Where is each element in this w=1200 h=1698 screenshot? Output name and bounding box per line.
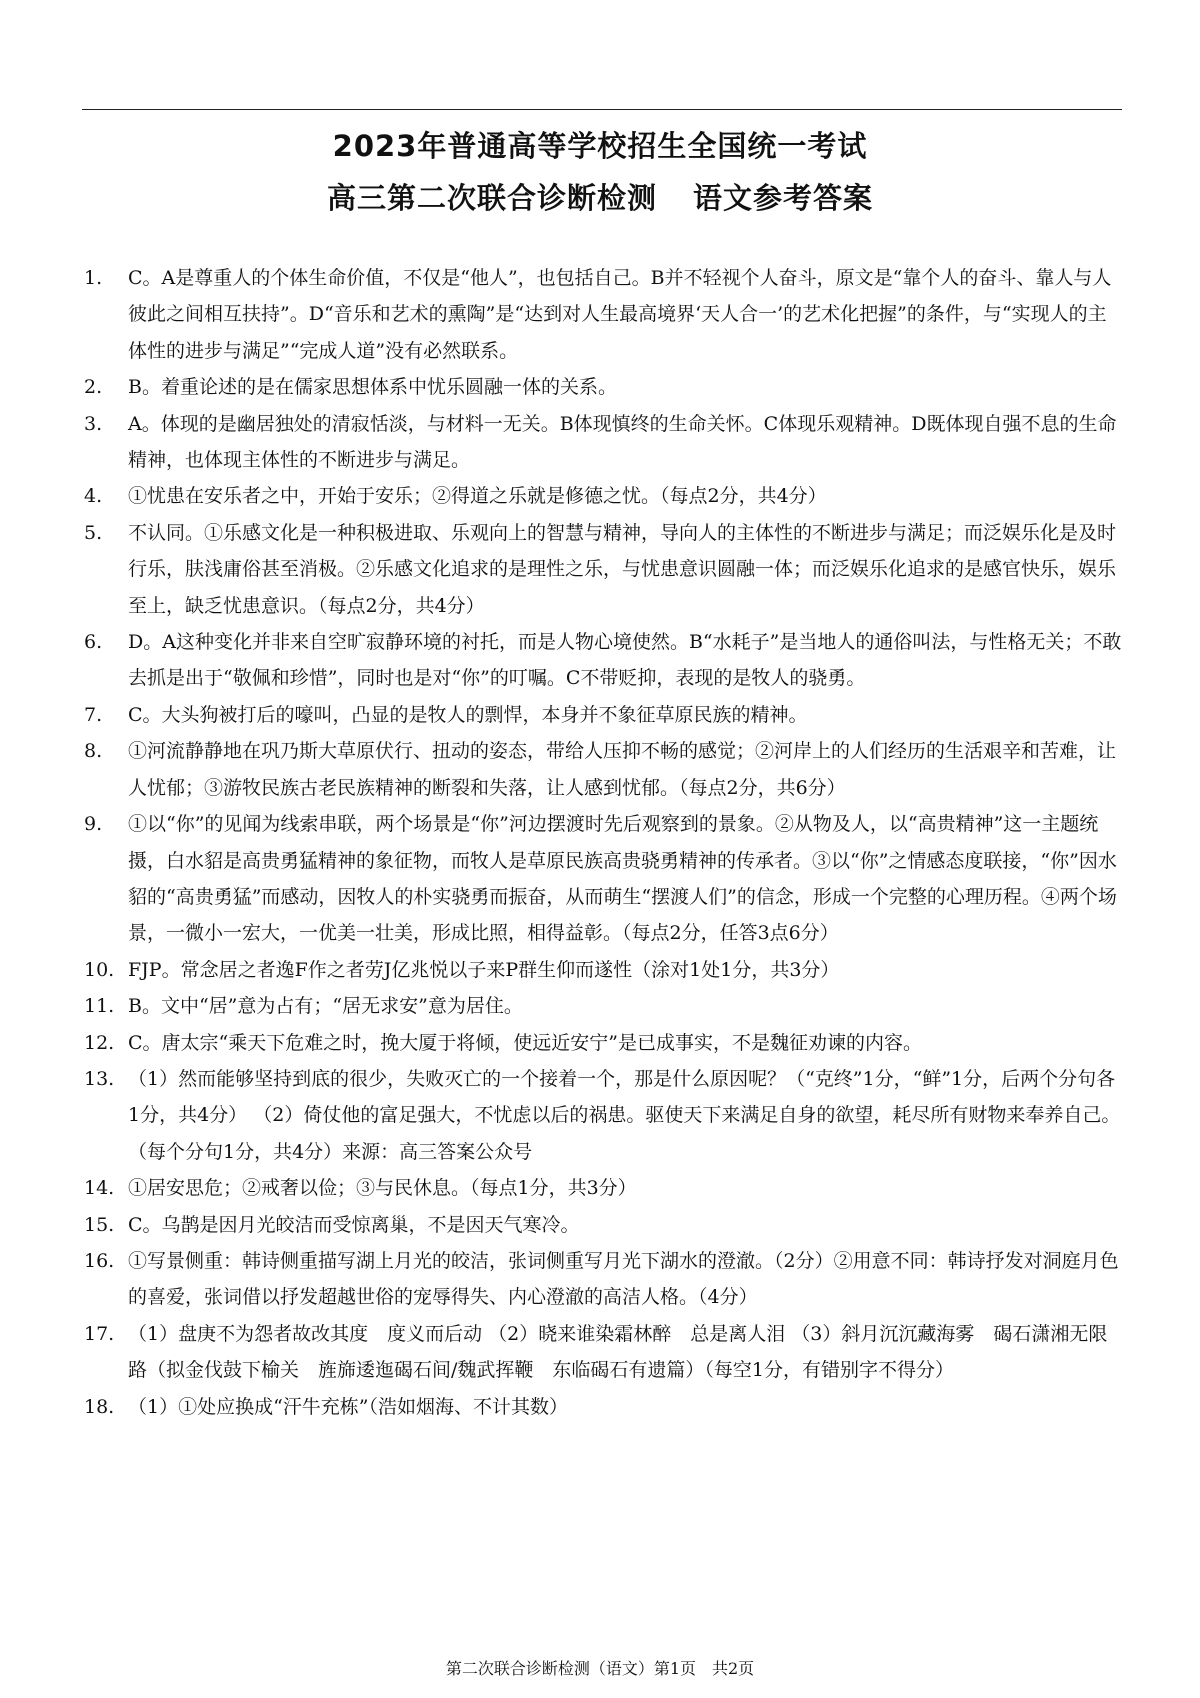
answer-number: 2. bbox=[84, 376, 103, 399]
answer-item bbox=[84, 1207, 1124, 1243]
answer-item bbox=[84, 1243, 1124, 1316]
answer-item bbox=[84, 624, 1124, 697]
answer-number: 7. bbox=[84, 703, 103, 726]
answer-subitems bbox=[128, 1389, 1124, 1425]
answer-number: 13. bbox=[84, 1067, 115, 1090]
answer-item bbox=[84, 1170, 1124, 1206]
page-subtitle bbox=[0, 176, 1200, 217]
answer-number: 12. bbox=[84, 1031, 115, 1054]
answer-text: D。A这种变化并非来自空旷寂静环境的衬托，而是人物心境使然。B“水耗子”是当地人的通俗叫法，与性格无关；不敢去抓是出于“敬佩和珍惜”，同时也是对“你”的叮嘱。C不带贬抑，表现的是牧人的骁勇。 bbox=[128, 631, 1122, 690]
answer-number: 14. bbox=[84, 1177, 115, 1200]
answer-number: 4. bbox=[84, 485, 103, 508]
answer-number: 11. bbox=[84, 995, 115, 1018]
answer-text: C。A是尊重人的个体生命价值，不仅是“他人”，也包括自己。B并不轻视个人奋斗，原文是“靠个人的奋斗、靠人与人彼此之间相互扶持”。D“音乐和艺术的熏陶”是“达到对人生最高境界‘天人合一’的艺术化把握”的条件，与“实现人的主体性的进步与满足”“完成人道”没有必然联系。 bbox=[128, 267, 1112, 362]
answer-number: 17. bbox=[84, 1322, 115, 1345]
answer-number: 6. bbox=[84, 631, 103, 654]
page-title: 2023年普通高等学校招生全国统一考试 bbox=[332, 129, 868, 163]
answer-item bbox=[84, 1025, 1124, 1061]
answer-item bbox=[84, 1389, 1124, 1425]
answer-text: B。着重论述的是在儒家思想体系中忧乐圆融一体的关系。 bbox=[128, 376, 617, 399]
answer-item bbox=[84, 515, 1124, 624]
answer-subitems bbox=[128, 1061, 1124, 1170]
top-rule bbox=[82, 109, 1122, 110]
answer-item bbox=[84, 733, 1124, 806]
answer-text: ①以“你”的见闻为线索串联，两个场景是“你”河边摆渡时先后观察到的景象。②从物及人，以“高贵精神”这一主题统摄，白水貂是高贵勇猛精神的象征物，而牧人是草原民族高贵骁勇精神的传承者。③以“你”之情感态度联接，“你”因水貂的“高贵勇猛”而感动，因牧人的朴实骁勇而振奋，从而萌生“摆渡人们”的信念，形成一个完整的心理历程。④两个场景，一微小一宏大，一优美一壮美，形成比照，相得益彰。（每点2分，任答3点6分） bbox=[128, 813, 1117, 945]
answer-subitems bbox=[128, 1316, 1124, 1389]
answer-item bbox=[84, 697, 1124, 733]
answer-item bbox=[84, 369, 1124, 405]
answer-number: 18. bbox=[84, 1395, 115, 1418]
answer-text: A。体现的是幽居独处的清寂恬淡，与材料一无关。B体现慎终的生命关怀。C体现乐观精神。D既体现自强不息的生命精神，也体现主体性的不断进步与满足。 bbox=[128, 412, 1117, 472]
answer-item bbox=[84, 478, 1124, 514]
answer-text: ①忧患在安乐者之中，开始于安乐；②得道之乐就是修德之忧。（每点2分，共4分） bbox=[128, 485, 827, 508]
subtitle-answer-label: 语文参考答案 bbox=[693, 181, 874, 215]
answer-item bbox=[84, 260, 1124, 369]
answer-text: ①居安思危；②戒奢以俭；③与民休息。（每点1分，共3分） bbox=[128, 1177, 637, 1200]
answer-number: 3. bbox=[84, 412, 103, 435]
answer-number: 16. bbox=[84, 1249, 115, 1272]
answer-text: 不认同。①乐感文化是一种积极进取、乐观向上的智慧与精神，导向人的主体性的不断进步与满足；而泛娱乐化是及时行乐，肤浅庸俗甚至消极。②乐感文化追求的是理性之乐，与忧患意识圆融一体；而泛娱乐化追求的是感官快乐，娱乐至上，缺乏忧患意识。（每点2分，共4分） bbox=[128, 521, 1117, 617]
answer-number: 10. bbox=[84, 958, 115, 981]
answer-subitem: （1）盘庚不为怨者故改其度 度义而后动 bbox=[128, 1322, 483, 1345]
answer-subitem: （1）①处应换成“汗牛充栋”（浩如烟海、不计其数） bbox=[128, 1395, 569, 1418]
answer-number: 8. bbox=[84, 740, 103, 763]
answer-text: B。文中“居”意为占有；“居无求安”意为居住。 bbox=[128, 995, 523, 1018]
answer-list bbox=[84, 260, 1124, 1425]
answer-number: 5. bbox=[84, 521, 103, 544]
subtitle-exam-name: 高三第二次联合诊断检测 bbox=[326, 181, 657, 215]
answer-item bbox=[84, 1061, 1124, 1170]
answer-item bbox=[84, 1316, 1124, 1389]
answer-number: 9. bbox=[84, 813, 103, 836]
answer-number: 1. bbox=[84, 267, 103, 289]
answer-text: FJP。常念居之者逸F作之者劳J亿兆悦以子来P群生仰而遂性（涂对1处1分，共3分） bbox=[128, 958, 840, 981]
answer-item bbox=[84, 988, 1124, 1024]
answer-subitem: （2）倚仗他的富足强大，不忧虑以后的祸患。驱使天下来满足自身的欲望，耗尽所有财物来奉养自己。（每个分句1分，共4分）来源：高三答案公众号 bbox=[128, 1104, 1121, 1163]
answer-subitem: （2）晓来谁染霜林醉 总是离人泪 bbox=[488, 1322, 786, 1345]
page-footer: 第二次联合诊断检测（语文）第1页 共2页 bbox=[445, 1659, 755, 1678]
answer-item bbox=[84, 952, 1124, 988]
answer-text: ①河流静静地在巩乃斯大草原伏行、扭动的姿态，带给人压抑不畅的感觉；②河岸上的人们经历的生活艰辛和苦难，让人忧郁；③游牧民族古老民族精神的断裂和失落，让人感到忧郁。（每点2分，共6分） bbox=[128, 740, 1117, 799]
answer-text: C。乌鹊是因月光皎洁而受惊离巢，不是因天气寒冷。 bbox=[128, 1213, 580, 1236]
answer-subitem: （3）斜月沉沉藏海雾 碣石潇湘无限路（拟金伐鼓下榆关 旌旆逶迤碣石间/魏武挥鞭 东临碣石有遗篇）（每空1分，有错别字不得分） bbox=[128, 1322, 1108, 1382]
answer-item bbox=[84, 406, 1124, 479]
answer-text: C。唐太宗“乘天下危难之时，挽大厦于将倾，使远近安宁”是已成事实，不是魏征劝谏的内容。 bbox=[128, 1031, 922, 1054]
answer-text: C。大头狗被打后的嚎叫，凸显的是牧人的剽悍，本身并不象征草原民族的精神。 bbox=[128, 703, 808, 726]
answer-subitem: （1）然而能够坚持到底的很少，失败灭亡的一个接着一个，那是什么原因呢？（“克终”1分，“鲜”1分，后两个分句各1分，共4分） bbox=[128, 1067, 1116, 1127]
answer-text: ①写景侧重：韩诗侧重描写湖上月光的皎洁，张词侧重写月光下湖水的澄澈。（2分）②用意不同：韩诗抒发对洞庭月色的喜爱，张词借以抒发超越世俗的宠辱得失、内心澄澈的高洁人格。（4分） bbox=[128, 1249, 1119, 1309]
answer-item bbox=[84, 806, 1124, 952]
answer-number: 15. bbox=[84, 1213, 115, 1236]
